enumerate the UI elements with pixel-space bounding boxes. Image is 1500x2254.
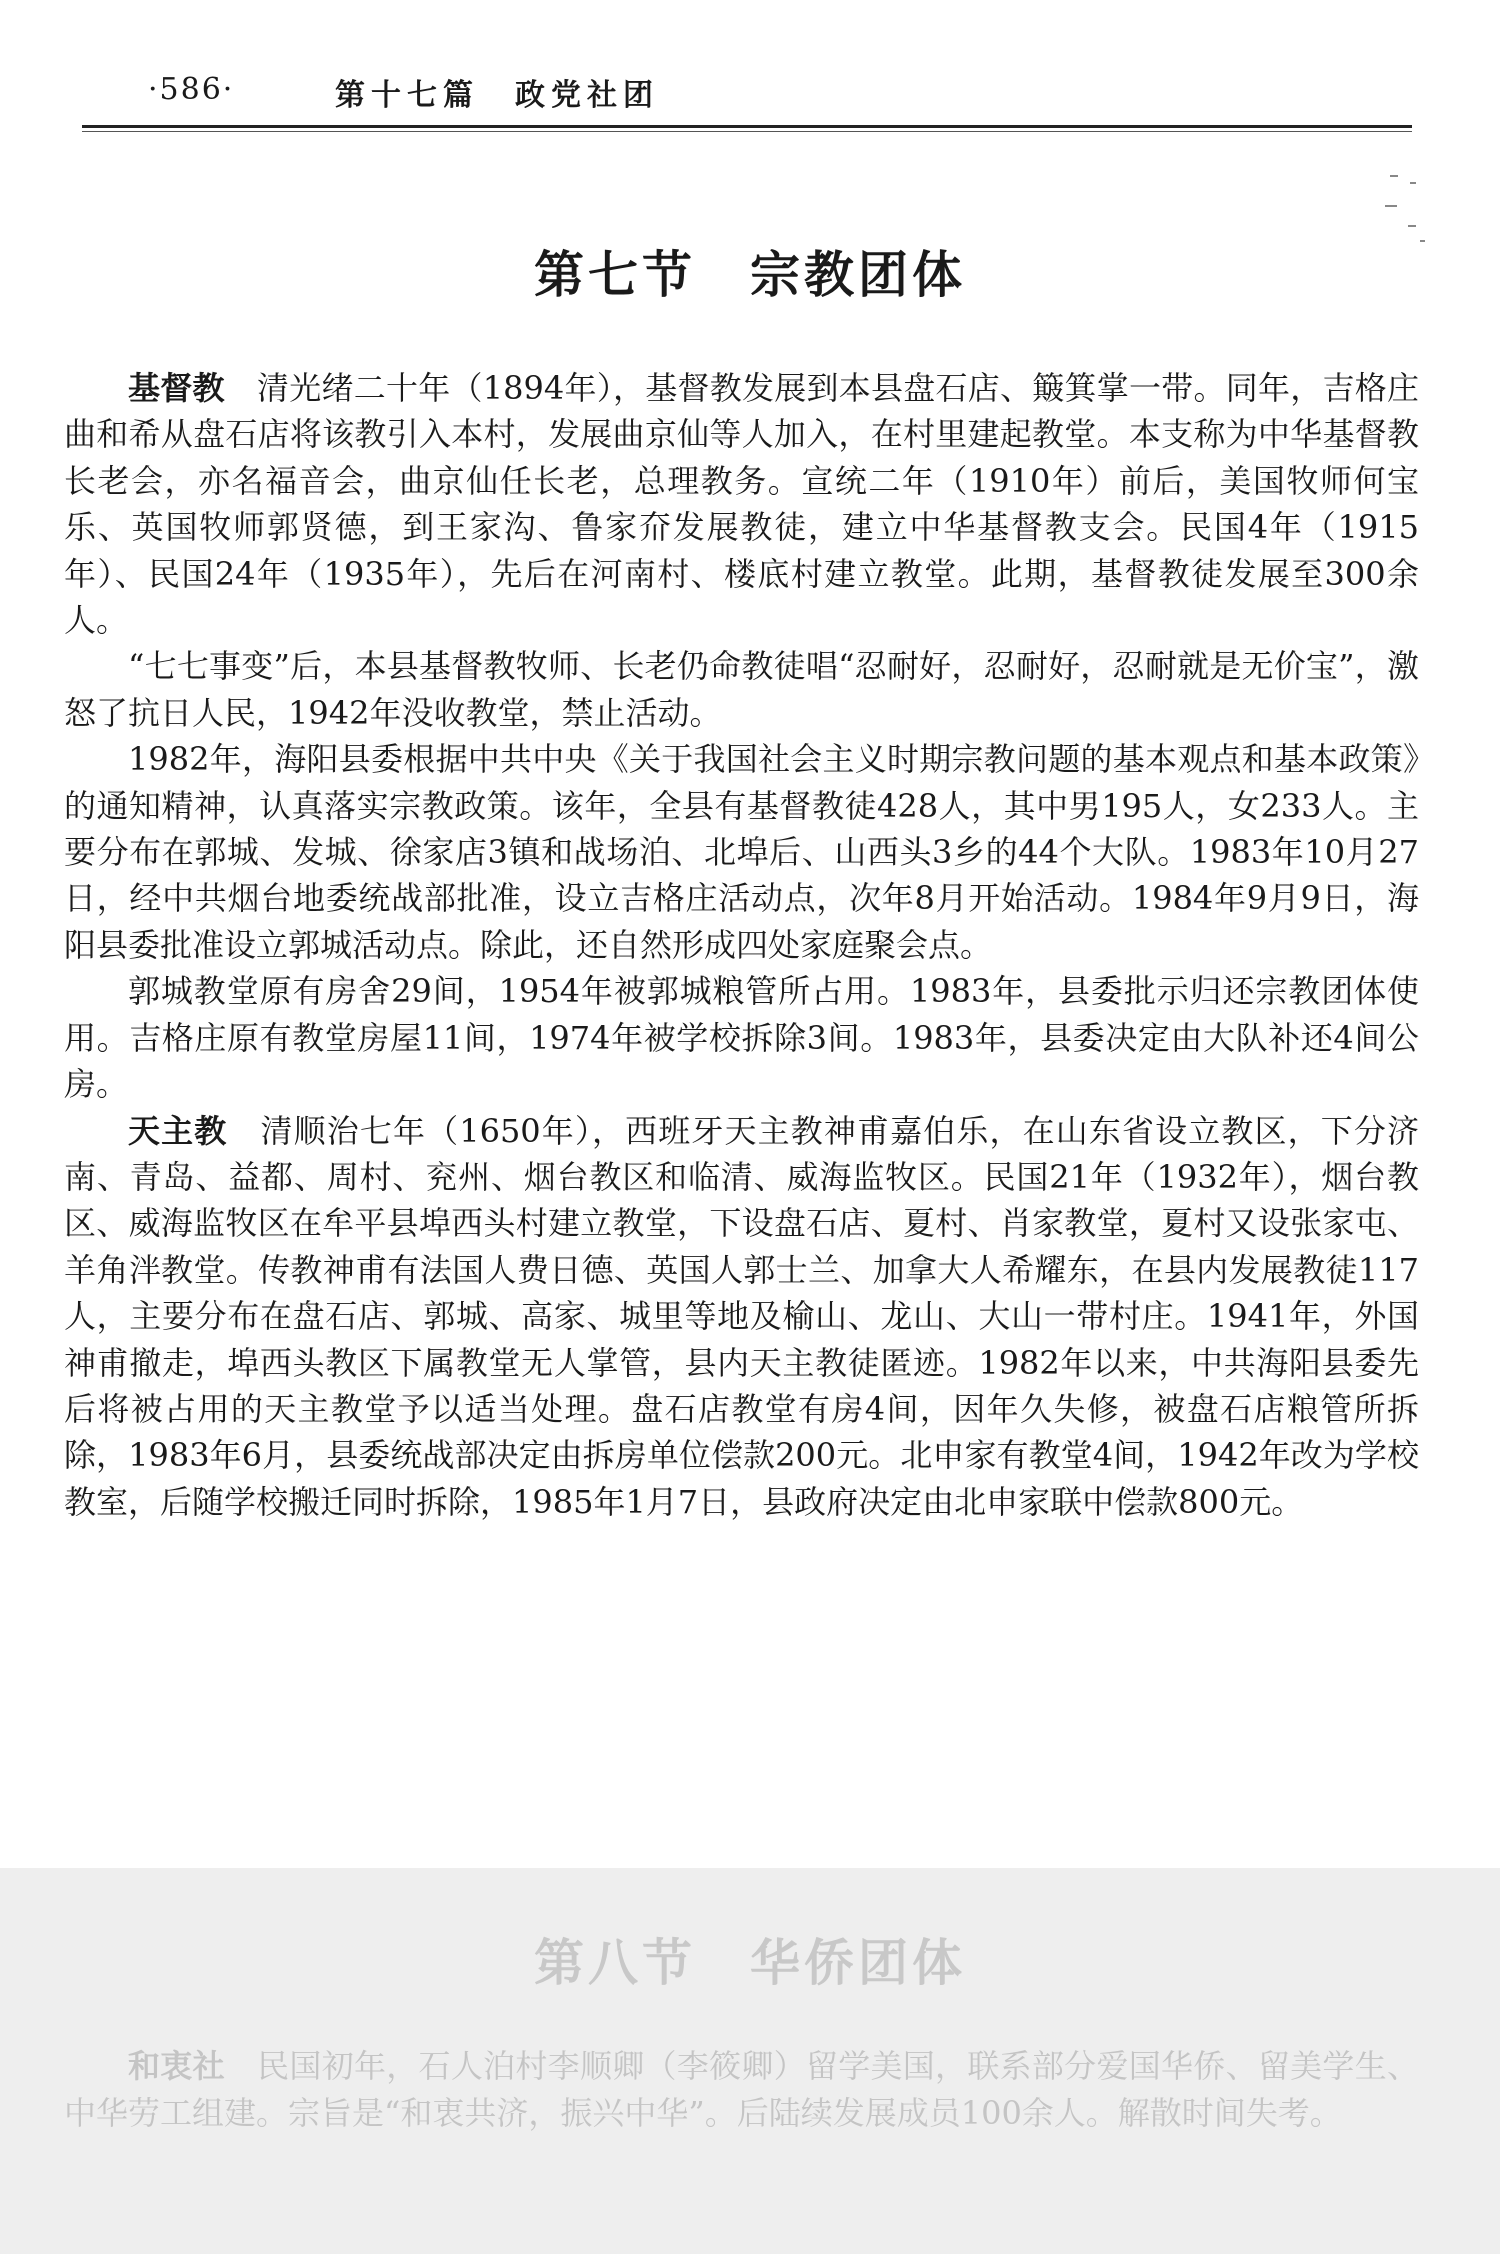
section-title-overseas-chinese-groups: 第八节 华侨团体 — [534, 1933, 966, 1992]
header-rule-thin — [82, 131, 1412, 132]
paragraph-catholicism — [64, 1108, 1419, 1526]
paragraph-catholicism-text: 清顺治七年（1650年），西班牙天主教神甫嘉伯乐，在山东省设立教区，下分济南、青岛、益都、周村、兖州、烟台教区和临清、威海监牧区。民国21年（1932年），烟台教区、威海监牧区在牟平县埠西头村建立教堂，下设盘石店、夏村、肖家教堂，夏村又设张家屯、羊角泮教堂。传教神甫有法国人费日德、英国人郭士兰、加拿大人希耀东，在县内发展教徒117人，主要分布在盘石店、郭城、高家、城里等地及榆山、龙山、大山一带村庄。1941年，外国神甫撤走，埠西头教区下属教堂无人掌管，县内天主教徒匿迹。1982年以来，中共海阳县委先后将被占用的天主教堂予以适当处理。盘石店教堂有房4间，因年久失修，被盘石店粮管所拆除，1983年6月，县委统战部决定由拆房单位偿款200元。北申家有教堂4间，1942年改为学校教室，后随学校搬迁同时拆除，1985年1月7日，县政府决定由北申家联中偿款800元。 — [64, 1111, 1419, 1521]
page-header — [115, 62, 1415, 122]
term-christianity: 基督教 — [128, 369, 225, 407]
term-catholicism: 天主教 — [128, 1111, 228, 1150]
header-rule — [82, 125, 1412, 128]
paragraph-christianity-text: 清光绪二十年（1894年），基督教发展到本县盘石店、簸箕掌一带。同年，吉格庄曲和希从盘石店将该教引入本村，发展曲京仙等人加入，在村里建起教堂。本支称为中华基督教长老会，亦名福音会，曲京仙任长老，总理教务。宣统二年（1910年）前后，美国牧师何宝乐、英国牧师郭贤德，到王家沟、鲁家夼发展教徒，建立中华基督教支会。民国4年（1915年）、民国24年（1935年），先后在河南村、楼底村建立教堂。此期，基督教徒发展至300余人。 — [64, 369, 1419, 640]
section-title-religious-groups: 第七节 宗教团体 — [534, 245, 966, 304]
section-body-religious-groups — [64, 365, 1419, 1525]
faded-overseas-chinese-section — [0, 1868, 1500, 2254]
term-hezhong-society: 和衷社 — [128, 2047, 225, 2085]
paragraph-hezhong-society-text: 民国初年，石人泊村李顺卿（李筱卿）留学美国，联系部分爱国华侨、留美学生、中华劳工组建。宗旨是“和衷共济，振兴中华”。后陆续发展成员100余人。解散时间失考。 — [64, 2047, 1419, 2132]
paragraph-christianity — [64, 365, 1419, 643]
paragraph-hezhong-society — [64, 2043, 1419, 2137]
section-body-overseas-chinese-groups — [64, 2043, 1419, 2137]
paragraph-guocheng-church: 郭城教堂原有房舍29间，1954年被郭城粮管所占用。1983年，县委批示归还宗教团体使用。吉格庄原有教堂房屋11间，1974年被学校拆除3间。1983年，县委决定由大队补还4间公房。 — [64, 972, 1419, 1104]
paragraph-july7-incident: “七七事变”后，本县基督教牧师、长老仍命教徒唱“忍耐好，忍耐好，忍耐就是无价宝”，激怒了抗日人民，1942年没收教堂，禁止活动。 — [64, 647, 1419, 732]
running-title: 第十七篇 政党社团 — [335, 78, 659, 113]
paragraph-1982-policy: 1982年，海阳县委根据中共中央《关于我国社会主义时期宗教问题的基本观点和基本政策》的通知精神，认真落实宗教政策。该年，全县有基督教徒428人，其中男195人，女233人。主要分布在郭城、发城、徐家店3镇和战场泊、北埠后、山西头3乡的44个大队。1983年10月27日，经中共烟台地委统战部批准，设立吉格庄活动点，次年8月开始活动。1984年9月9日，海阳县委批准设立郭城活动点。除此，还自然形成四处家庭聚会点。 — [64, 740, 1419, 964]
page-number: ·586· — [148, 72, 235, 107]
